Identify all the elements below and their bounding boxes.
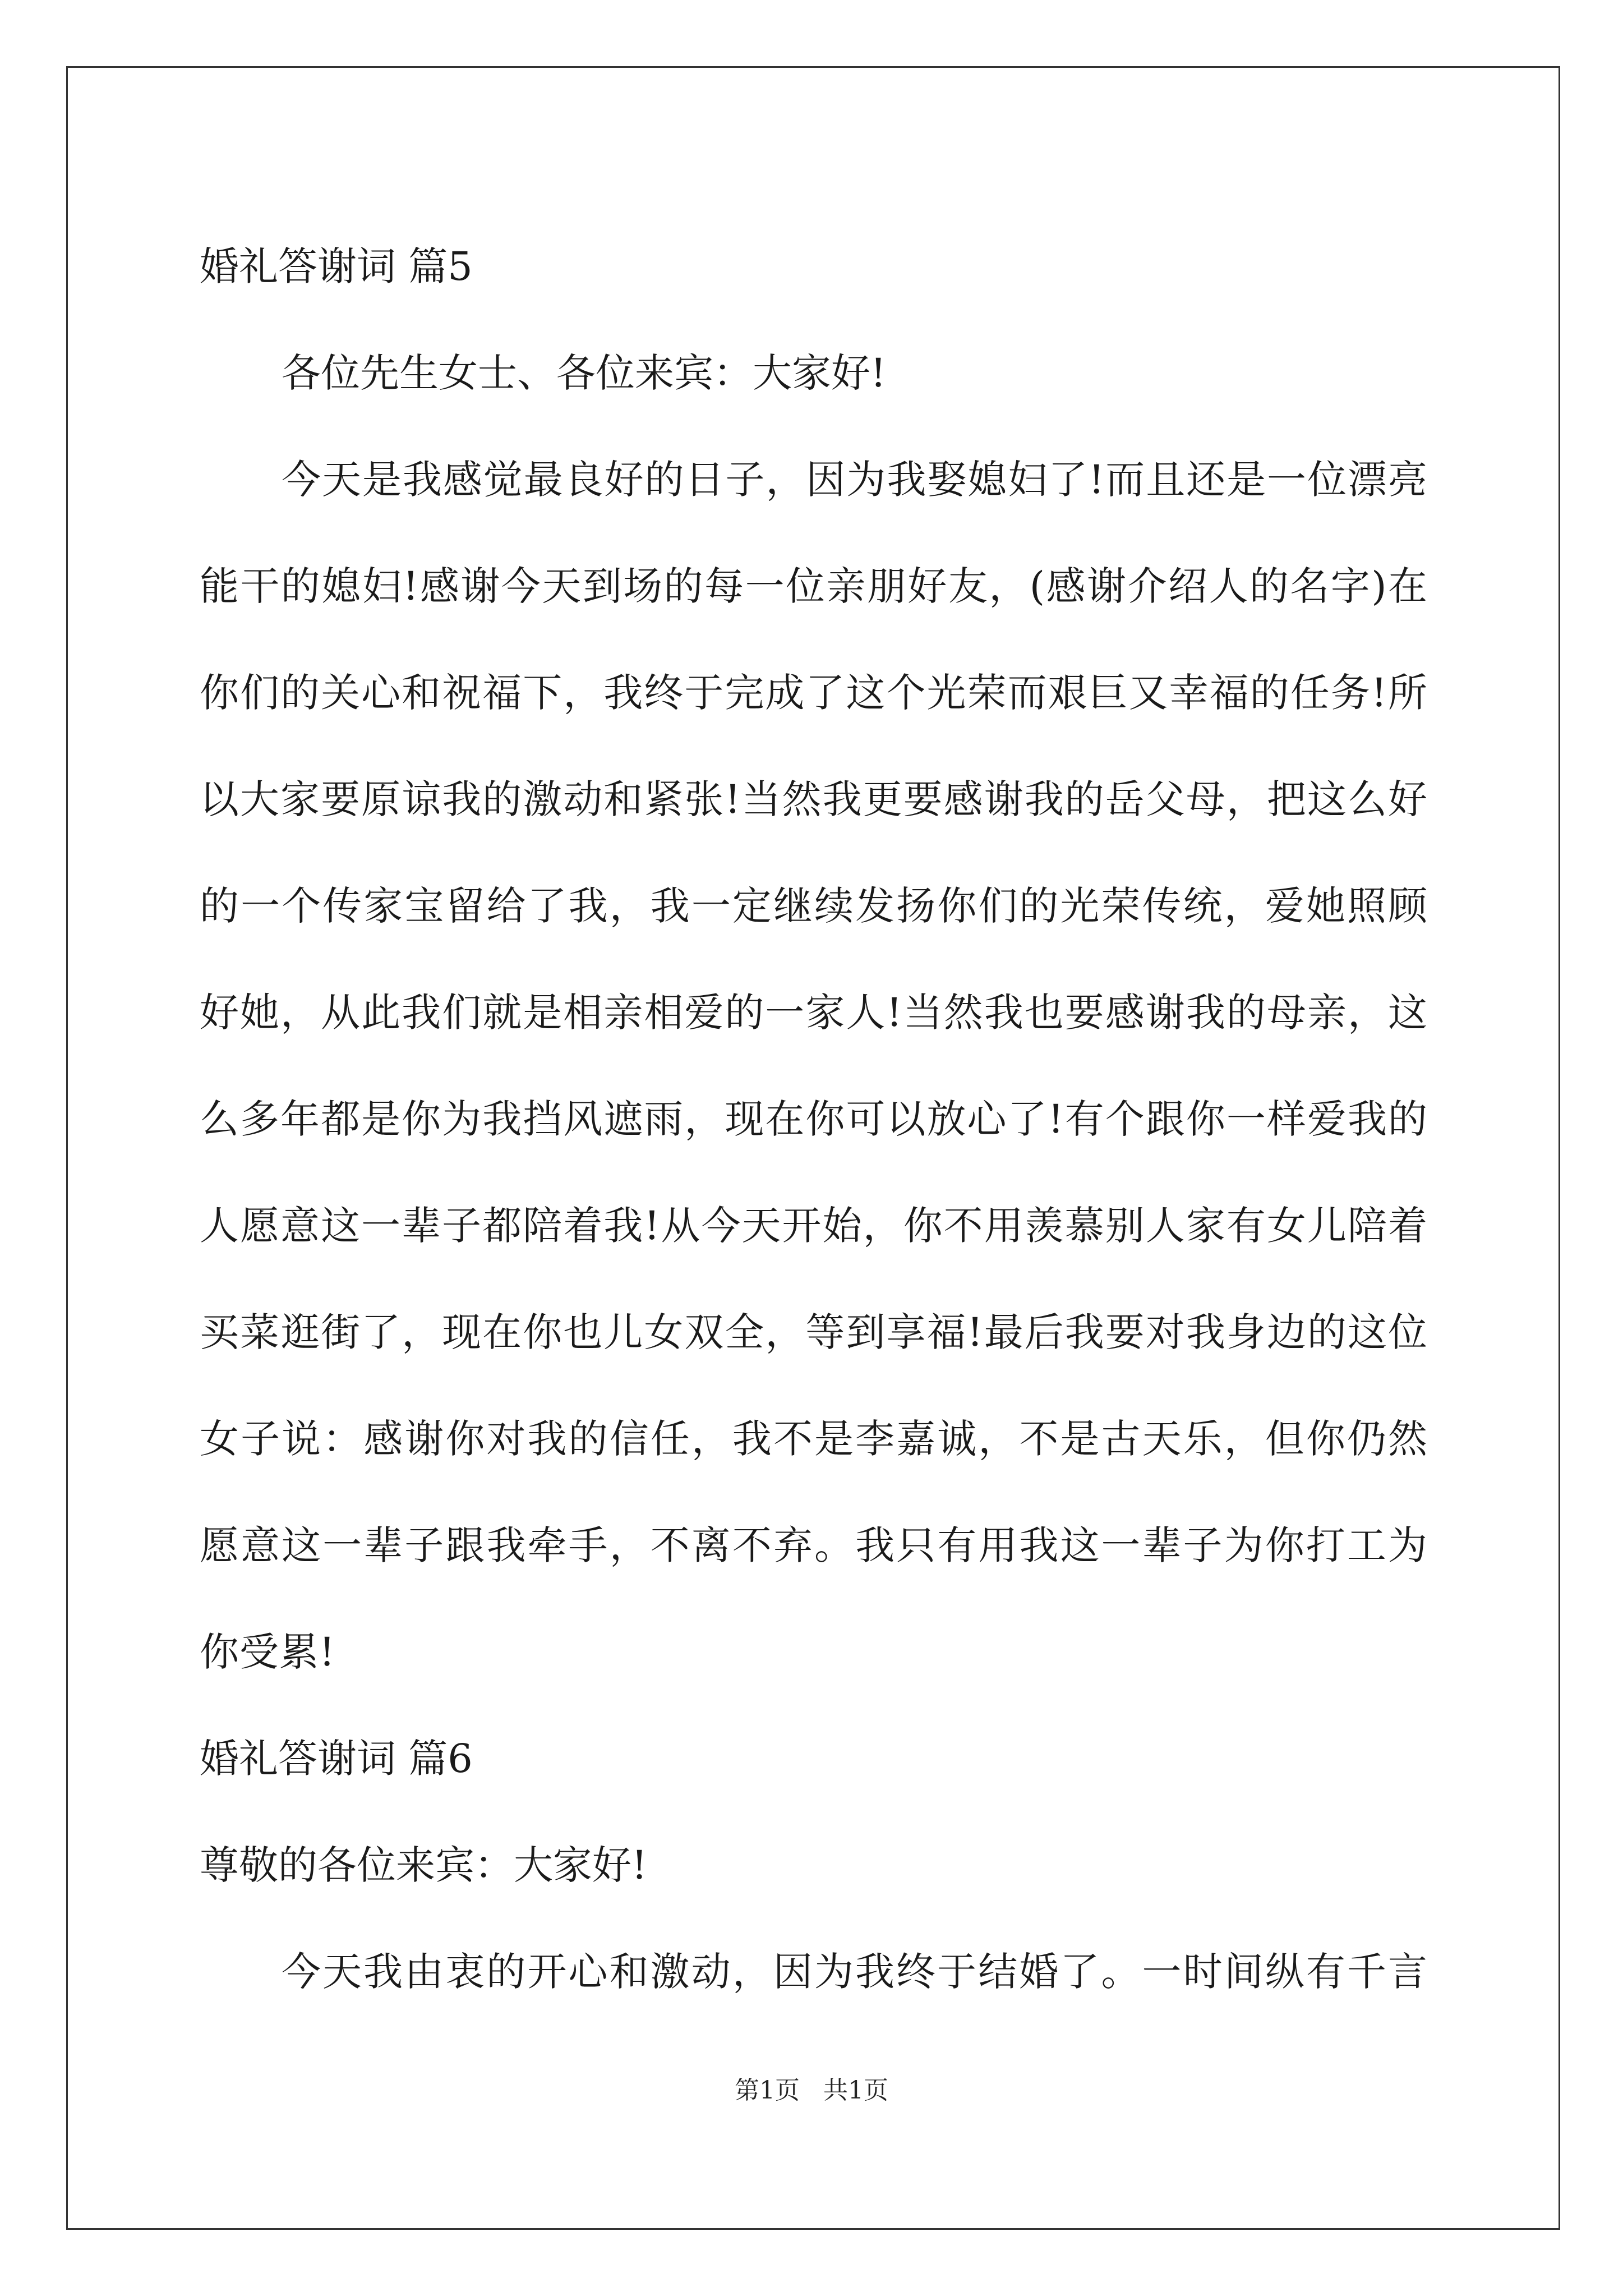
paragraph-line: 好她，从此我们就是相亲相爱的一家人!当然我也要感谢我的母亲，这	[200, 990, 1428, 1036]
paragraph-line: 女子说：感谢你对我的信任，我不是李嘉诚，不是古天乐，但你仍然	[200, 1416, 1428, 1462]
paragraph-line: 今天我由衷的开心和激动，因为我终于结婚了。一时间纵有千言	[282, 1949, 1428, 1995]
paragraph-line: 能干的媳妇!感谢今天到场的每一位亲朋好友，(感谢介绍人的名字)在	[200, 563, 1428, 609]
section-6-paragraph	[200, 1918, 1428, 2025]
paragraph-line: 么多年都是你为我挡风遮雨，现在你可以放心了!有个跟你一样爱我的	[200, 1096, 1428, 1142]
section-6-salutation: 尊敬的各位来宾：大家好!	[200, 1842, 648, 1888]
paragraph-line: 今天是我感觉最良好的日子，因为我娶媳妇了!而且还是一位漂亮	[282, 457, 1428, 503]
section-6-title: 婚礼答谢词 篇6	[200, 1736, 473, 1782]
section-5-title: 婚礼答谢词 篇5	[200, 243, 473, 289]
paragraph-line: 你受累!	[200, 1629, 336, 1675]
document-body	[200, 213, 1428, 2025]
paragraph-line: 你们的关心和祝福下，我终于完成了这个光荣而艰巨又幸福的任务!所	[200, 670, 1428, 716]
paragraph-line: 的一个传家宝留给了我，我一定继续发扬你们的光荣传统，爱她照顾	[200, 883, 1428, 929]
section-5-paragraph	[200, 426, 1428, 1705]
section-5-salutation: 各位先生女士、各位来宾：大家好!	[282, 350, 887, 396]
paragraph-line: 买菜逛街了，现在你也儿女双全，等到享福!最后我要对我身边的这位	[200, 1309, 1428, 1355]
page-footer: 第1页 共1页	[735, 2076, 888, 2105]
paragraph-line: 以大家要原谅我的激动和紧张!当然我更要感谢我的岳父母，把这么好	[200, 776, 1428, 822]
paragraph-line: 人愿意这一辈子都陪着我!从今天开始，你不用羡慕别人家有女儿陪着	[200, 1203, 1428, 1249]
paragraph-line: 愿意这一辈子跟我牵手，不离不弃。我只有用我这一辈子为你打工为	[200, 1522, 1428, 1568]
